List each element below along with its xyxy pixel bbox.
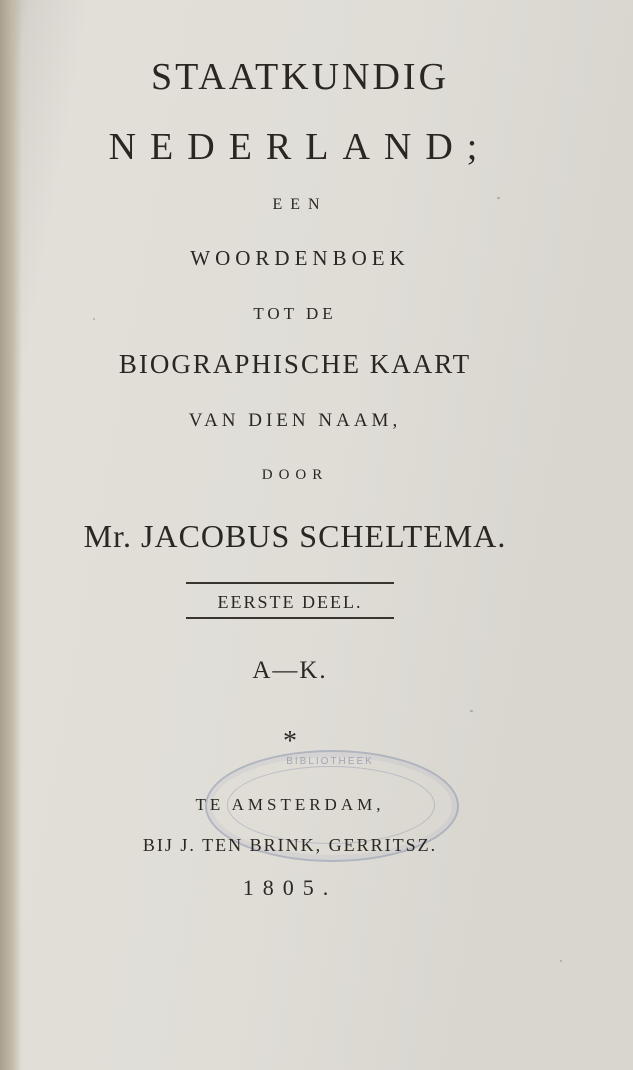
subtitle-van-dien-naam: VAN DIEN NAAM, <box>188 410 402 431</box>
imprint-place: TE AMSTERDAM, <box>195 795 385 814</box>
rule-top <box>186 582 394 584</box>
title-line-1: STAATKUNDIG <box>150 56 450 98</box>
paper-speck <box>470 710 473 712</box>
byline-door: DOOR <box>261 467 329 483</box>
library-stamp-text: BIBLIOTHEEK <box>286 756 374 767</box>
title-line-2: NEDERLAND; <box>108 126 492 168</box>
paper-speck <box>560 960 562 962</box>
author-name: Mr. JACOBUS SCHELTEMA. <box>83 518 507 554</box>
rule-bottom <box>186 617 394 619</box>
subtitle-een: EEN <box>272 196 328 213</box>
subtitle-tot-de: TOT DE <box>253 304 337 323</box>
volume-label: EERSTE DEEL. <box>217 592 363 612</box>
imprint-publisher: BIJ J. TEN BRINK, GERRITSZ. <box>142 835 438 855</box>
volume-range: A—K. <box>252 657 328 684</box>
asterisk-ornament: * <box>283 726 297 757</box>
subtitle-woordenboek: WOORDENBOEK <box>190 246 410 270</box>
imprint-year: 1805. <box>242 875 338 900</box>
paper-speck <box>93 318 95 320</box>
paper-speck <box>497 197 500 199</box>
subtitle-biographische-kaart: BIOGRAPHISCHE KAART <box>118 349 472 379</box>
